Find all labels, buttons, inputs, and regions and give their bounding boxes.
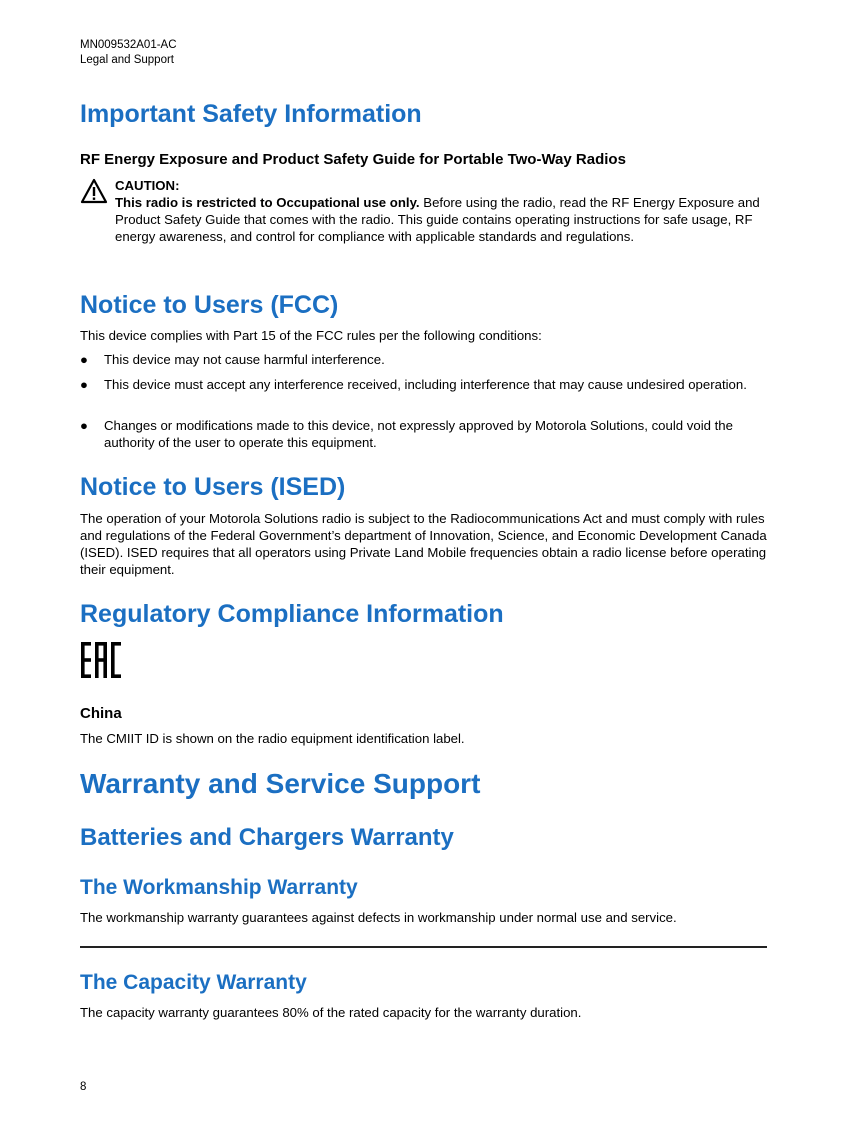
rf-guide-subtitle: RF Energy Exposure and Product Safety Guide for Portable Two-Way Radios <box>80 151 626 168</box>
batteries-warranty-title: Batteries and Chargers Warranty <box>80 824 454 851</box>
capacity-title: The Capacity Warranty <box>80 971 307 994</box>
divider <box>80 946 767 948</box>
document-id: MN009532A01-AC <box>80 39 177 51</box>
caution-emphasis: This radio is restricted to Occupational use only. <box>115 195 420 210</box>
caution-note <box>115 177 775 245</box>
workmanship-text: The workmanship warranty guarantees against defects in workmanship under normal use and service. <box>80 910 677 925</box>
capacity-text: The capacity warranty guarantees 80% of the rated capacity for the warranty duration. <box>80 1005 582 1020</box>
bullet-dot: ● <box>80 352 88 367</box>
ised-title: Notice to Users (ISED) <box>80 473 346 501</box>
bullet-dot: ● <box>80 377 88 392</box>
caution-text: Before using the radio, read the RF Energy Exposure and Product Safety Guide that comes with the radio. This guide contains operating instructions for safe usage, RF energy awareness, and control for compliance with applicable standards and regulations. <box>115 195 760 244</box>
warranty-title: Warranty and Service Support <box>80 768 481 799</box>
bullet-dot: ● <box>80 418 88 433</box>
fcc-bullet-text: This device may not cause harmful interference. <box>104 352 385 367</box>
section-label: Legal and Support <box>80 54 174 66</box>
fcc-bullet-text: This device must accept any interference received, including interference that may cause undesired operation. <box>104 377 747 392</box>
fcc-title: Notice to Users (FCC) <box>80 291 339 319</box>
regulatory-title: Regulatory Compliance Information <box>80 600 504 628</box>
caution-label: CAUTION: <box>115 178 180 193</box>
warning-icon <box>80 178 108 204</box>
page-number: 8 <box>80 1081 87 1093</box>
workmanship-title: The Workmanship Warranty <box>80 876 358 899</box>
eac-mark <box>80 640 124 680</box>
ised-text: The operation of your Motorola Solutions radio is subject to the Radiocommunications Act and must comply with rules and regulations of the Federal Government’s department of Innovation, Science, and Economic Development Canada (ISED). ISED requires that all operators using Private Land Mobile frequencies obtain a radio license before operating their equipment. <box>80 511 767 577</box>
safety-title: Important Safety Information <box>80 100 422 128</box>
fcc-bullet-text: Changes or modifications made to this device, not expressly approved by Motorola Solutions, could void the authority of the user to operate this equipment. <box>104 418 733 450</box>
china-text: The CMIIT ID is shown on the radio equipment identification label. <box>80 731 465 746</box>
china-heading: China <box>80 705 122 722</box>
fcc-intro: This device complies with Part 15 of the FCC rules per the following conditions: <box>80 328 542 343</box>
